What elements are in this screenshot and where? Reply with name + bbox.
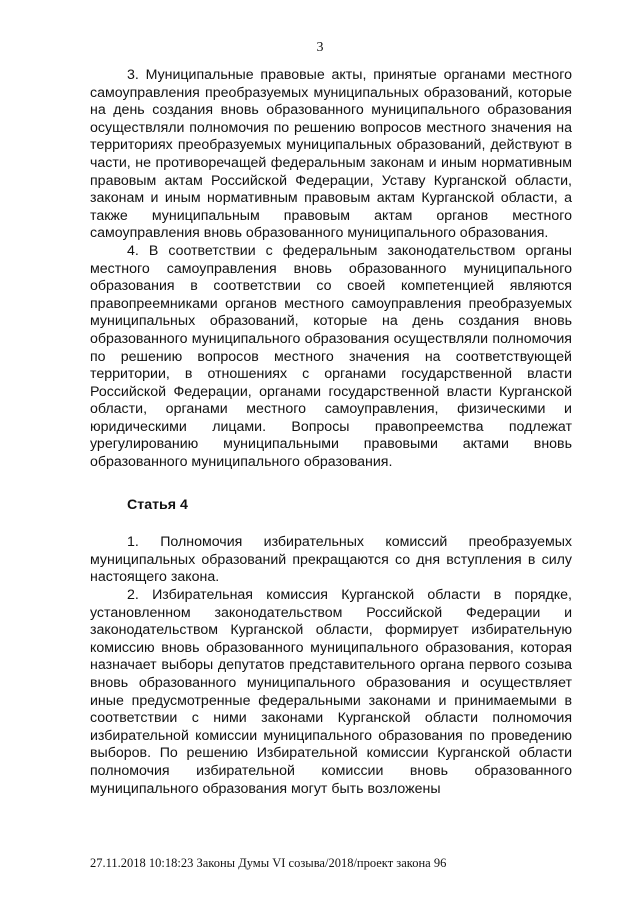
page-number: 3 bbox=[316, 40, 324, 55]
paragraph-article4-item2: 2. Избирательная комиссия Курганской области в порядке, установленном законодательством Российской Федерации и законодательством Курганской области, формирует избирательную комиссию вновь образованного муниципального образования, которая назначает выборы депутатов представительного органа первого созыва вновь образованного муниципального образования и осуществляет иные предусмотренные федеральными законами и принимаемыми в соответствии с ними законами Курганской области полномочия избирательной комиссии муниципального образования по проведению выборов. По решению Избирательной комиссии Курганской области полномочия избирательной комиссии вновь образованного муниципального образования могут быть возложены bbox=[90, 587, 572, 797]
article-heading: Статья 4 bbox=[127, 496, 188, 513]
document-body bbox=[90, 67, 572, 798]
document-footer: 27.11.2018 10:18:23 Законы Думы VI созыва/2018/проект закона 96 bbox=[90, 856, 447, 870]
paragraph-article3-item3: 3. Муниципальные правовые акты, принятые органами местного самоуправления преобразуемых муниципальных образований, которые на день создания вновь образованного муниципального образования осуществляли полномочия по решению вопросов местного значения на территориях преобразуемых муниципальных образований, действуют в части, не противоречащей федеральным законам и иным нормативным правовым актам Российской Федерации, Уставу Курганской области, законам и иным нормативным правовым актам Курганской области, а также муниципальным правовым актам органов местного самоуправления вновь образованного муниципального образования. bbox=[90, 67, 572, 242]
paragraph-article4-item1: 1. Полномочия избирательных комиссий преобразуемых муниципальных образований прекращаются со дня вступления в силу настоящего закона. bbox=[90, 534, 572, 586]
paragraph-article3-item4: 4. В соответствии с федеральным законодательством органы местного самоуправления вновь образованного муниципального образования в соответствии со своей компетенцией являются правопреемниками органов местного самоуправления преобразуемых муниципальных образований, которые на день создания вновь образованного муниципального образования осуществляли полномочия по решению вопросов местного значения на соответствующей территории, в отношениях с органами государственной власти Российской Федерации, органами государственной власти Курганской области, органами местного самоуправления, физическими и юридическими лицами. Вопросы правопреемства подлежат урегулированию муниципальными правовыми актами вновь образованного муниципального образования. bbox=[90, 242, 572, 471]
